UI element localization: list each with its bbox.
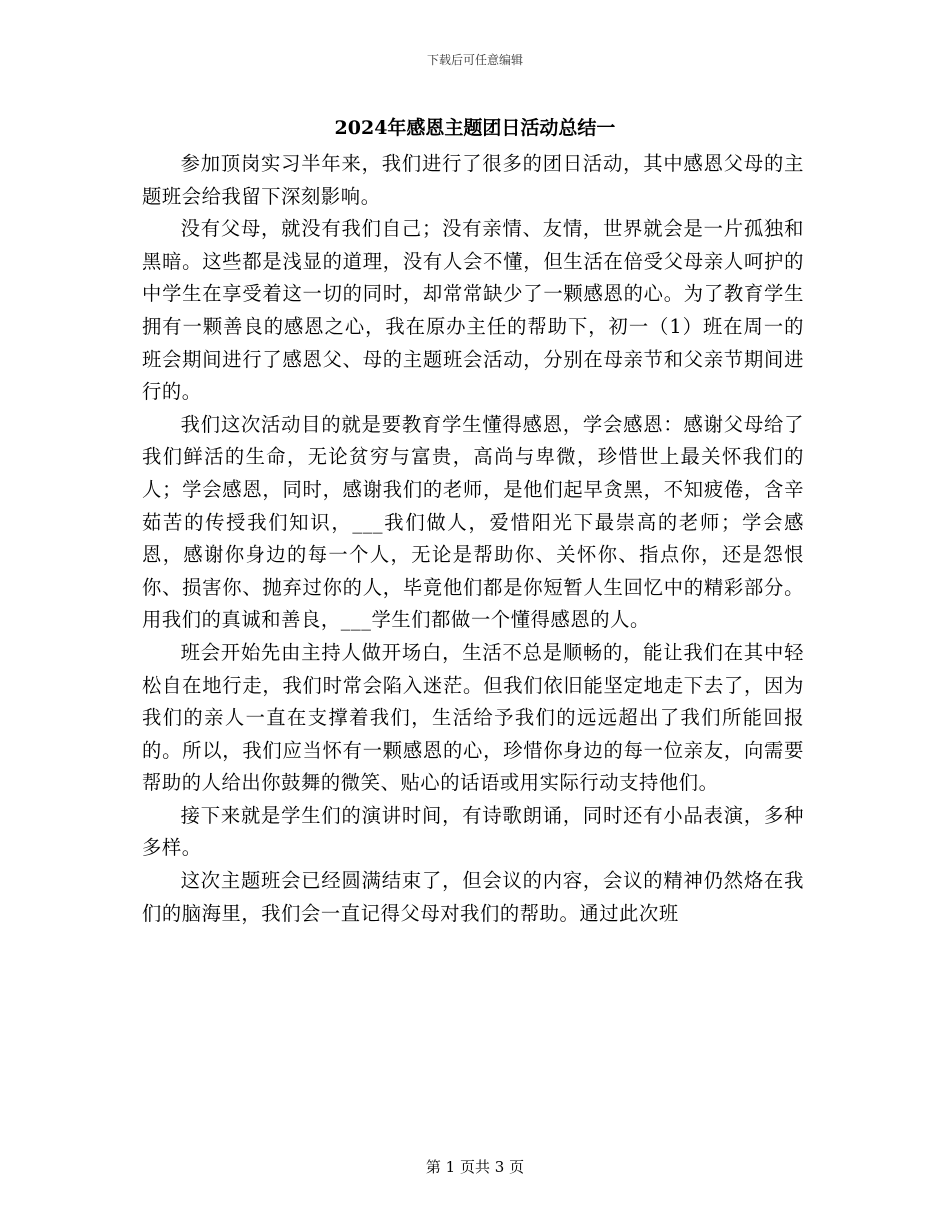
page-header: 下载后可任意编辑 — [426, 53, 523, 67]
document-body — [142, 148, 804, 930]
paragraph: 参加顶岗实习半年来，我们进行了很多的团日活动，其中感恩父母的主题班会给我留下深刻影响。 — [142, 152, 804, 208]
paragraph: 我们这次活动目的就是要教育学生懂得感恩，学会感恩：感谢父母给了我们鲜活的生命，无论贫穷与富贵，高尚与卑微，珍惜世上最关怀我们的人；学会感恩，同时，感谢我们的老师，是他们起早贪黑，不知疲倦，含辛茹苦的传授我们知识，___我们做人，爱惜阳光下最崇高的老师；学会感恩，感谢你身边的每一个人，无论是帮助你、关怀你、指点你，还是怨恨你、损害你、抛弃过你的人，毕竟他们都是你短暂人生回忆中的精彩部分。用我们的真诚和善良，___学生们都做一个懂得感恩的人。 — [142, 412, 804, 632]
document-title: 2024年感恩主题团日活动总结一 — [334, 117, 616, 139]
paragraph: 没有父母，就没有我们自己；没有亲情、友情，世界就会是一片孤独和黑暗。这些都是浅显的道理，没有人会不懂，但生活在倍受父母亲人呵护的中学生在享受着这一切的同时，却常常缺少了一颗感恩的心。为了教育学生拥有一颗善良的感恩之心，我在原办主任的帮助下，初一（1）班在周一的班会期间进行了感恩父、母的主题班会活动，分别在母亲节和父亲节期间进行的。 — [142, 217, 804, 404]
paragraph: 这次主题班会已经圆满结束了，但会议的内容，会议的精神仍然烙在我们的脑海里，我们会一直记得父母对我们的帮助。通过此次班 — [142, 869, 804, 925]
paragraph: 接下来就是学生们的演讲时间，有诗歌朗诵，同时还有小品表演，多种多样。 — [142, 803, 804, 860]
page-footer: 第 1 页共 3 页 — [425, 1158, 525, 1176]
paragraph: 班会开始先由主持人做开场白，生活不总是顺畅的，能让我们在其中轻松自在地行走，我们时常会陷入迷茫。但我们依旧能坚定地走下去了，因为我们的亲人一直在支撑着我们，生活给予我们的远远超出了我们所能回报的。所以，我们应当怀有一颗感恩的心，珍惜你身边的每一位亲友，向需要帮助的人给出你鼓舞的微笑、贴心的话语或用实际行动支持他们。 — [142, 640, 804, 795]
